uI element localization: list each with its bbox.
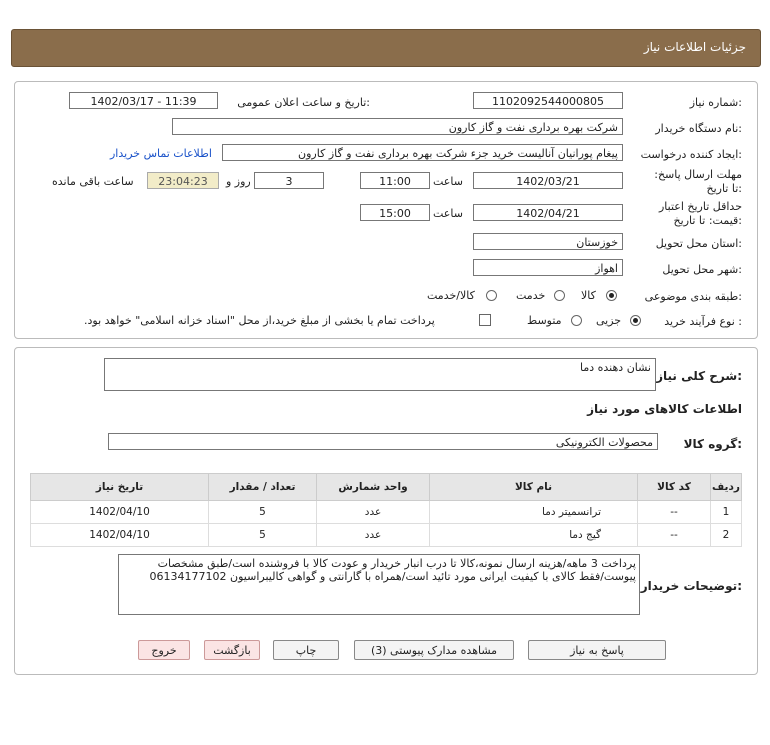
buyer-field: شرکت بهره برداری نفت و گاز کارون: [172, 118, 623, 135]
process-option-medium: متوسط: [527, 314, 562, 327]
col-name: نام کالا: [430, 474, 638, 501]
reply-time-field: 11:00: [360, 172, 430, 189]
category-radio-service[interactable]: [554, 290, 565, 301]
table-row: [31, 501, 742, 524]
remaining-time-field: 23:04:23: [147, 172, 219, 189]
validity-time-label: ساعت: [433, 207, 463, 220]
col-code: کد کالا: [638, 474, 711, 501]
row-name: ترانسمیتر دما: [430, 501, 638, 524]
validity-label: حداقل تاریخ اعتبار قیمت: تا تاریخ:: [658, 200, 742, 227]
exit-button[interactable]: خروج: [138, 640, 190, 660]
creator-label: ایجاد کننده درخواست:: [640, 148, 742, 161]
treasury-checkbox[interactable]: [479, 314, 491, 326]
days-label: روز و: [226, 175, 251, 188]
row-name: گیج دما: [430, 524, 638, 547]
reply-button[interactable]: پاسخ به نیاز: [528, 640, 666, 660]
back-button[interactable]: بازگشت: [204, 640, 260, 660]
page-header: [11, 29, 761, 67]
row-unit: عدد: [317, 524, 430, 547]
contact-buyer-link[interactable]: اطلاعات تماس خریدار: [110, 147, 212, 160]
buyer-label: نام دستگاه خریدار:: [655, 122, 742, 135]
description-label: شرح کلی نیاز:: [656, 369, 742, 383]
need-number-field: 1102092544000805: [473, 92, 623, 109]
process-radio-minor[interactable]: [630, 315, 641, 326]
category-radio-goods-service[interactable]: [486, 290, 497, 301]
days-field: 3: [254, 172, 324, 189]
col-qty: تعداد / مقدار: [209, 474, 317, 501]
province-label: استان محل تحویل:: [655, 237, 742, 250]
buyer-notes-field: پرداخت 3 ماهه/هزینه ارسال نمونه،کالا تا درب انبار خریدار و عودت کالا با فروشنده است/طبق مشخصات پیوست/فقط کالای با کیفیت ایرانی مورد تائید است/همراه با گارانتی و گواهی کالیبراسیون 06134177102: [118, 554, 640, 615]
row-date: 1402/04/10: [31, 524, 209, 547]
row-code: --: [638, 501, 711, 524]
validity-time-field: 15:00: [360, 204, 430, 221]
table-row: [31, 524, 742, 547]
need-number-label: شماره نیاز:: [689, 96, 742, 109]
city-label: شهر محل تحویل:: [662, 263, 742, 276]
goods-table-header: [31, 474, 742, 501]
goods-group-field: محصولات الکترونیکی: [108, 433, 658, 450]
description-field: نشان دهنده دما: [104, 358, 656, 391]
col-unit: واحد شمارش: [317, 474, 430, 501]
payment-note: پرداخت تمام یا بخشی از مبلغ خرید،از محل "اسناد خزانه اسلامی" خواهد بود.: [84, 314, 435, 327]
reply-date-field: 1402/03/21: [473, 172, 623, 189]
city-field: اهواز: [473, 259, 623, 276]
reply-time-label: ساعت: [433, 175, 463, 188]
category-radio-goods[interactable]: [606, 290, 617, 301]
page-title: جزئیات اطلاعات نیاز: [643, 40, 746, 54]
buyer-notes-label: توضیحات خریدار:: [640, 579, 742, 593]
row-index: 2: [711, 524, 742, 547]
category-option-service: خدمت: [516, 289, 546, 302]
process-label: نوع فرآیند خرید :: [664, 315, 742, 328]
row-date: 1402/04/10: [31, 501, 209, 524]
row-code: --: [638, 524, 711, 547]
validity-date-field: 1402/04/21: [473, 204, 623, 221]
process-option-minor: جزیی: [596, 314, 622, 327]
row-index: 1: [711, 501, 742, 524]
row-qty: 5: [209, 501, 317, 524]
col-index: ردیف: [711, 474, 742, 501]
process-radio-medium[interactable]: [571, 315, 582, 326]
province-field: خوزستان: [473, 233, 623, 250]
reply-deadline-label: مهلت ارسال پاسخ: تا تاریخ:: [654, 168, 742, 195]
goods-group-label: گروه کالا:: [683, 437, 742, 451]
category-option-goods: کالا: [581, 289, 596, 302]
col-date: تاریخ نیاز: [31, 474, 209, 501]
category-label: طبقه بندی موضوعی:: [644, 290, 742, 303]
remaining-label: ساعت باقی مانده: [52, 175, 134, 188]
row-unit: عدد: [317, 501, 430, 524]
attachments-button[interactable]: مشاهده مدارک پیوستی (3): [354, 640, 514, 660]
goods-table: [30, 473, 742, 547]
goods-section-title: اطلاعات کالاهای مورد نیاز: [587, 402, 742, 416]
row-qty: 5: [209, 524, 317, 547]
announce-label: تاریخ و ساعت اعلان عمومی:: [237, 96, 370, 109]
announce-field: 1402/03/17 - 11:39: [69, 92, 218, 109]
print-button[interactable]: چاپ: [273, 640, 339, 660]
creator-field: پیغام پورانیان آنالیست خرید جزء شرکت بهره برداری نفت و گاز کارون: [222, 144, 623, 161]
category-option-goods-service: کالا/خدمت: [427, 289, 475, 302]
